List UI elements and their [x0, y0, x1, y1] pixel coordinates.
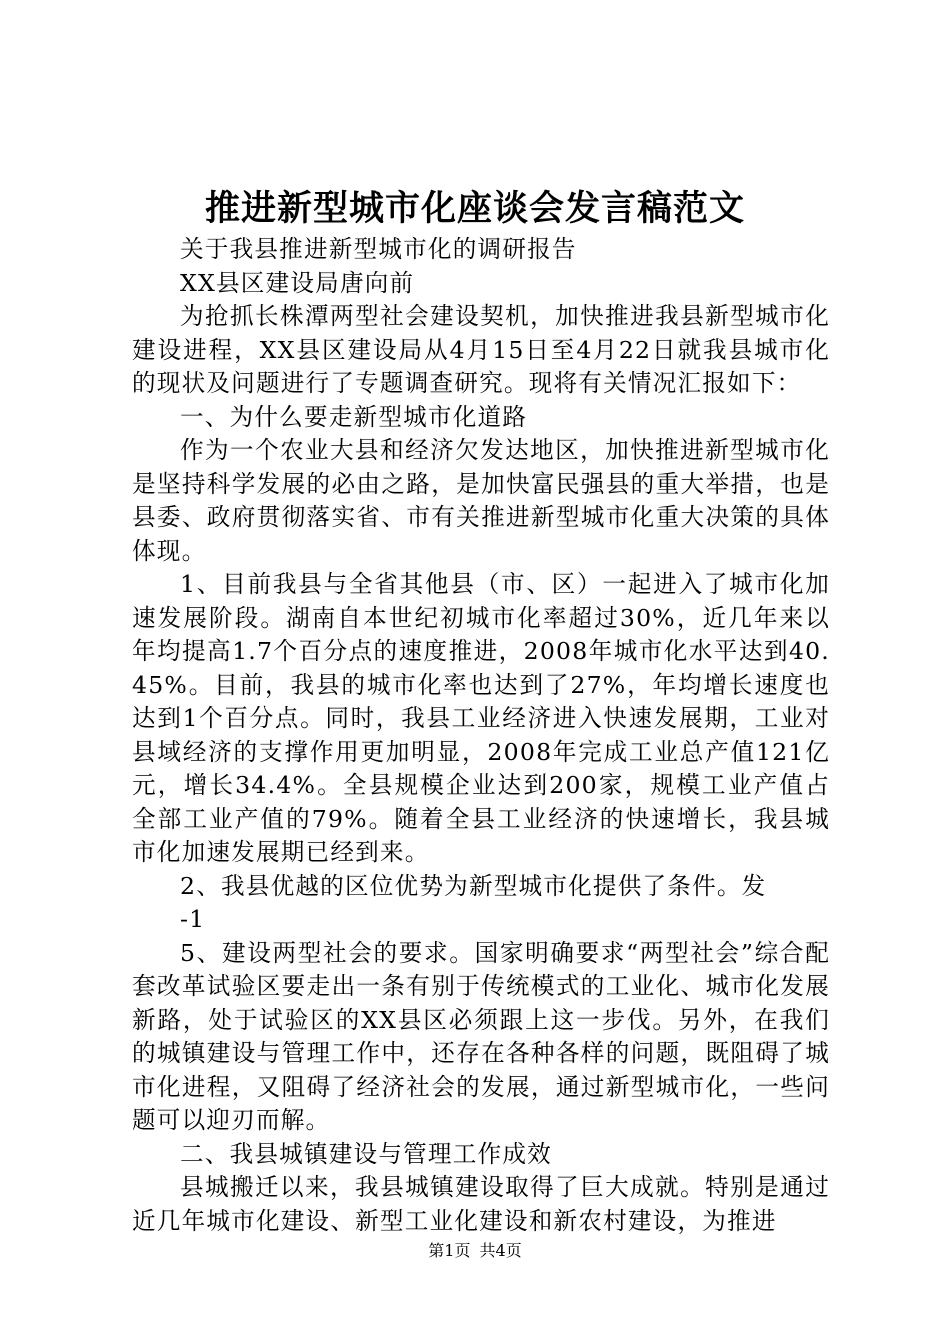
paragraph: -1 [180, 905, 206, 933]
page-footer [0, 1241, 950, 1261]
paragraph: 二、我县城镇建设与管理工作成效 [180, 1139, 552, 1168]
paragraph: 关于我县推进新型城市化的调研报告 [180, 235, 577, 263]
document-title: 推进新型城市化座谈会发言稿范文 [204, 188, 745, 229]
paragraph: 5、建设两型社会的要求。国家明确要求“两型社会”综合配套改革试验区要走出一条有别于传统模式的工业化、城市化发展新路，处于试验区的XX县区必须跟上这一步伐。另外，在我们的城镇建设与管理工作中，还存在各种各样的问题，既阻碍了城市化进程，又阻碍了经济社会的发展，通过新型城市化，一些问题可以迎刃而解。 [132, 938, 830, 1134]
paragraph: 1、目前我县与全省其他县（市、区）一起进入了城市化加速发展阶段。湖南自本世纪初城市化率超过30%，近几年来以年均提高1.7个百分点的速度推进，2008年城市化水平达到40.45%。目前，我县的城市化率也达到了27%，年均增长速度也达到1个百分点。同时，我县工业经济进入快速发展期，工业对县域经济的支撑作用更加明显，2008年完成工业总产值121亿元，增长34.4%。全县规模企业达到200家，规模工业产值占全部工业产值的79%。随着全县工业经济的快速增长，我县城市化加速发展期已经到来。 [132, 570, 830, 866]
paragraph: XX县区建设局唐向前 [180, 268, 415, 297]
paragraph: 县城搬迁以来，我县城镇建设取得了巨大成就。特别是通过近几年城市化建设、新型工业化建设和新农村建设，为推进 [132, 1173, 830, 1235]
page-number: 第1页 [428, 1241, 471, 1260]
paragraph: 作为一个农业大县和经济欠发达地区，加快推进新型城市化是坚持科学发展的必由之路，是加快富民强县的重大举措，也是县委、政府贯彻落实省、市有关推进新型城市化重大决策的具体体现。 [132, 436, 830, 565]
page-total: 共4页 [479, 1241, 522, 1260]
paragraph: 2、我县优越的区位优势为新型城市化提供了条件。发 [180, 871, 767, 900]
paragraph: 一、为什么要走新型城市化道路 [180, 402, 528, 431]
document-body [132, 233, 830, 1238]
paragraph: 为抢抓长株潭两型社会建设契机，加快推进我县新型城市化建设进程，XX县区建设局从4月15日至4月22日就我县城市化的现状及问题进行了专题调查研究。现将有关情况汇报如下： [132, 302, 830, 397]
